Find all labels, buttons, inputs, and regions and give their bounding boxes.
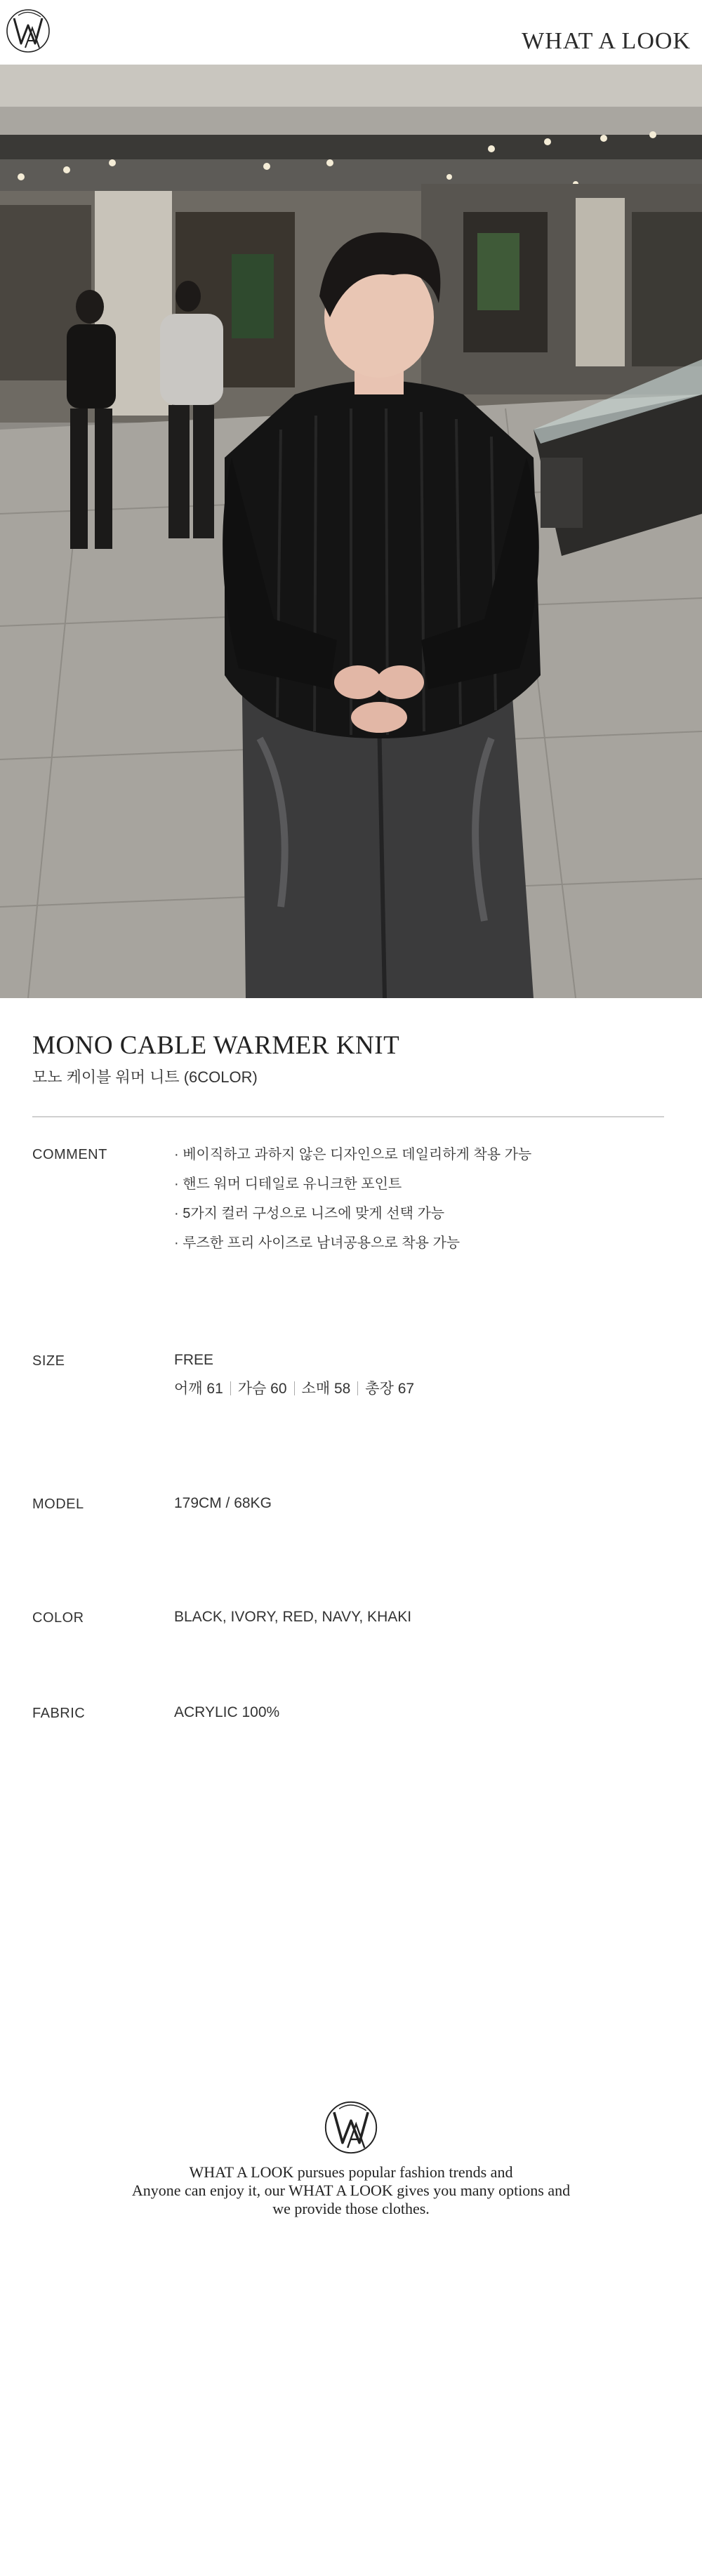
comment-item: · 루즈한 프리 사이즈로 남녀공용으로 착용 가능 [174, 1235, 461, 1251]
brand-logo-icon[interactable] [4, 4, 52, 58]
model-value: 179CM / 68KG [174, 1495, 272, 1511]
model-label: MODEL [32, 1496, 84, 1512]
size-value: FREE [174, 1352, 214, 1368]
color-value: BLACK, IVORY, RED, NAVY, KHAKI [174, 1609, 412, 1625]
comment-item: · 베이직하고 과하지 않은 디자인으로 데일리하게 착용 가능 [174, 1147, 532, 1162]
size-measurements [174, 1377, 414, 1398]
separator [230, 1381, 231, 1395]
footer-logo-icon [322, 2095, 380, 2160]
fabric-label: FABRIC [32, 1706, 86, 1721]
separator [357, 1381, 358, 1395]
footer-line: we provide those clothes. [272, 2200, 430, 2217]
size-sleeve: 소매 58 [301, 1381, 351, 1397]
comment-item: · 핸드 워머 디테일로 유니크한 포인트 [174, 1176, 402, 1192]
product-title: MONO CABLE WARMER KNIT [32, 1031, 400, 1060]
separator [294, 1381, 295, 1395]
product-subtitle: 모노 케이블 워머 니트 (6COLOR) [32, 1068, 258, 1086]
fabric-value: ACRYLIC 100% [174, 1704, 280, 1720]
footer-brand-statement [0, 2163, 702, 2218]
footer-line: WHAT A LOOK pursues popular fashion trends and [189, 2163, 513, 2181]
brand-name[interactable]: WHAT A LOOK [522, 28, 691, 54]
size-chest: 가슴 60 [237, 1381, 287, 1397]
product-hero-image [0, 65, 702, 998]
section-divider [32, 1116, 664, 1117]
comment-list [174, 1144, 531, 1262]
color-label: COLOR [32, 1610, 84, 1626]
comment-label: COMMENT [32, 1147, 107, 1162]
site-header [0, 0, 702, 65]
size-label: SIZE [32, 1353, 65, 1369]
comment-item: · 5가지 컬러 구성으로 니즈에 맞게 선택 가능 [174, 1206, 445, 1221]
size-shoulder: 어깨 61 [174, 1381, 223, 1397]
footer-line: Anyone can enjoy it, our WHAT A LOOK gives you many options and [131, 2182, 571, 2199]
size-length: 총장 67 [365, 1381, 415, 1397]
